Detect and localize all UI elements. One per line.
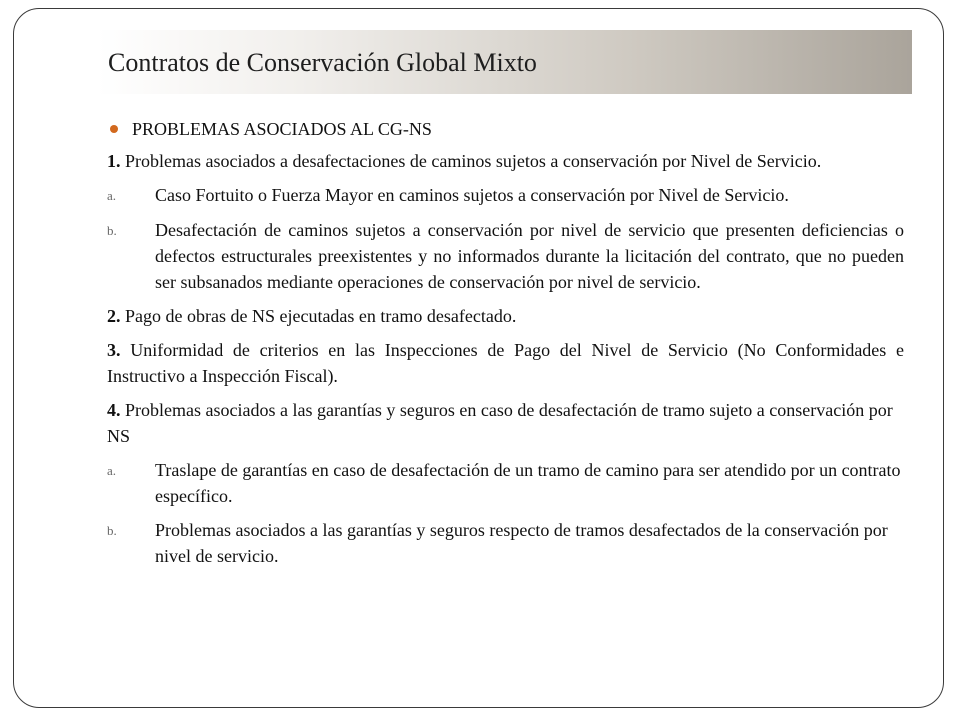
item-1-sub-a	[107, 182, 904, 209]
item-1-sub-b-text: Desafectación de caminos sujetos a conservación por nivel de servicio que presenten deficiencias o defectos estructurales preexistentes y no informados durante la licitación del contrato, que no pueden ser subsanados mediante operaciones de conservación por nivel de servicio.	[155, 220, 904, 292]
item-1-sub-b	[107, 217, 904, 295]
item-3-number: 3.	[107, 340, 121, 360]
slide-title: Contratos de Conservación Global Mixto	[108, 48, 537, 77]
item-3	[107, 337, 904, 389]
bullet-dot-icon	[110, 125, 118, 133]
item-4-sub-b-text: Problemas asociados a las garantías y seguros respecto de tramos desafectados de la conservación por nivel de servicio.	[155, 520, 888, 566]
item-4-sub-b	[107, 517, 904, 569]
item-1	[107, 148, 904, 174]
item-4-text: Problemas asociados a las garantías y seguros en caso de desafectación de tramo sujeto a conservación por NS	[107, 400, 893, 446]
item-1-text: Problemas asociados a desafectaciones de caminos sujetos a conservación por Nivel de Servicio.	[125, 151, 822, 171]
title-bar	[97, 30, 912, 94]
item-2-number: 2.	[107, 306, 121, 326]
item-3-text: Uniformidad de criterios en las Inspecciones de Pago del Nivel de Servicio (No Conformidades e Instructivo a Inspección Fiscal).	[107, 340, 905, 386]
item-4-sub-a	[107, 457, 904, 509]
item-4-sub-a-marker: a.	[107, 463, 117, 478]
item-2-text: Pago de obras de NS ejecutadas en tramo desafectado.	[125, 306, 517, 326]
item-1-sub-a-marker: a.	[107, 188, 117, 203]
item-4-sub-a-text: Traslape de garantías en caso de desafectación de un tramo de camino para ser atendido por un contrato específico.	[155, 460, 901, 506]
slide-content	[107, 116, 904, 577]
section-heading: PROBLEMAS ASOCIADOS AL CG-NS	[132, 119, 432, 139]
item-1-number: 1.	[107, 151, 121, 171]
heading-row	[107, 116, 904, 142]
item-1-sub-a-text: Caso Fortuito o Fuerza Mayor en caminos sujetos a conservación por Nivel de Servicio.	[155, 185, 789, 205]
item-4-number: 4.	[107, 400, 121, 420]
item-2	[107, 303, 904, 329]
item-1-sub-b-marker: b.	[107, 223, 117, 238]
item-4	[107, 397, 904, 449]
item-4-sub-b-marker: b.	[107, 523, 117, 538]
